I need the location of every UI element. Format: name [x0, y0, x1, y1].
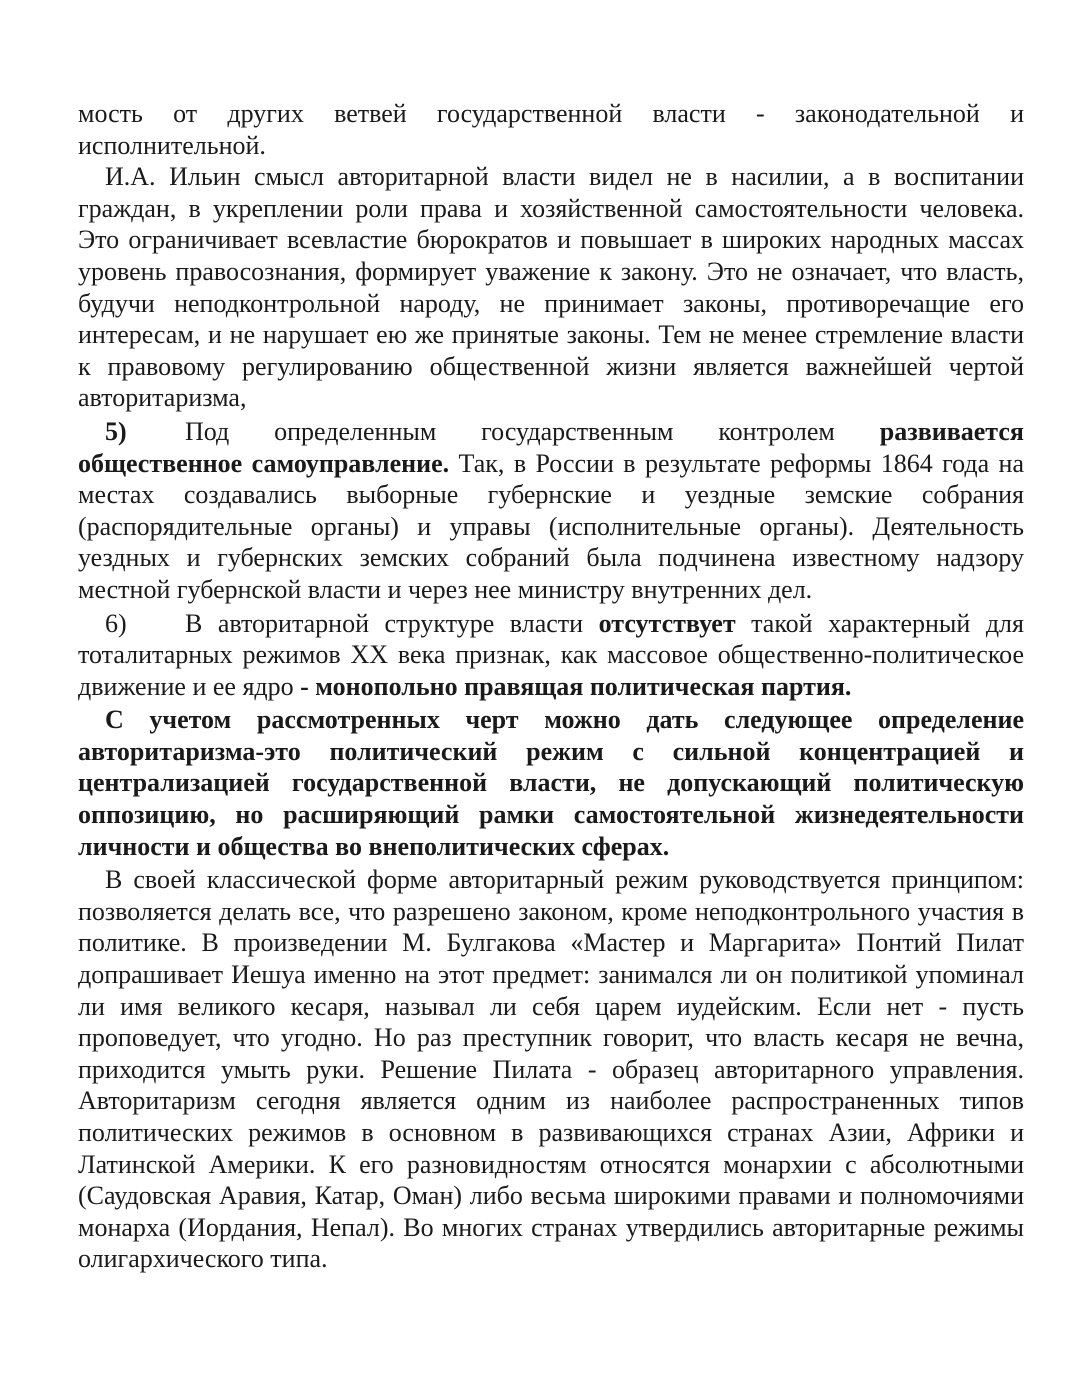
paragraph-point-5 [78, 416, 1024, 606]
point-number-5: 5) [105, 416, 127, 446]
point-6-bold-word: отсутствует [598, 608, 736, 638]
point-5-bold-text: развивается общественное самоуправление. [78, 416, 1024, 478]
point-6-text-middle: такой характерный для тоталитарных режимов XX века признак, как массовое общественно-политическое движение и ее ядро [78, 608, 1024, 701]
point-number-6: 6) [105, 608, 127, 638]
paragraph-definition: С учетом рассмотренных черт можно дать следующее определение авторитаризма-это политический режим с сильной концентрацией и централизацией государственной власти, не допускающий политическую оппозицию, но расширяющий рамки самостоятельной жизнедеятельности личности и общества во внеполитических сферах. [78, 705, 1024, 861]
point-6-bold-ending: - монопольно правящая политическая партия. [300, 671, 852, 701]
paragraph-point-6 [78, 608, 1024, 703]
document-page [78, 98, 1024, 1275]
paragraph-classic-form: В своей классической форме авторитарный режим руководствуется принципом: позволяется делать все, что разрешено законом, кроме неподконтрольного участия в политике. В произведении М. Булгакова «Мастер и Маргарита» Понтий Пилат допрашивает Иешуа именно на этот предмет: занимался ли он политикой упоминал ли имя великого кесаря, называл ли себя царем иудейским. Если нет - пусть проповедует, что угодно. Но раз преступник говорит, что власть кесаря не вечна, приходится умыть руки. Решение Пилата - образец авторитарного управления. Авторитаризм сегодня является одним из наиболее распространенных типов политических режимов в основном в развивающихся странах Азии, Африки и Латинской Америки. К его разновидностям относятся монархии с абсолютными (Саудовская Аравия, Катар, Оман) либо весьма широкими правами и полномочиями монарха (Иордания, Непал). Во многих странах утвердились авторитарные режимы олигархического типа. [78, 865, 1024, 1274]
paragraph-continuation: мость от других ветвей государственной власти - законодательной и исполнительной. [78, 99, 1024, 160]
point-5-text-after: Так, в России в результате реформы 1864 года на местах создавались выборные губернские и уездные земские собрания (распорядительные органы) и управы (исполнительные органы). Деятельность уездных и губернских земских собраний была подчинена известному надзору местной губернской власти и через нее министру внутренних дел. [78, 448, 1025, 604]
paragraph-ilyin: И.А. Ильин смысл авторитарной власти видел не в насилии, а в воспитании граждан, в укреплении роли права и хозяйственной самостоятельности человека. Это ограничивает всевластие бюрократов и повышает в широких народных массах уровень правосознания, формирует уважение к закону. Это не означает, что власть, будучи неподконтрольной народу, не принимает законы, противоречащие его интересам, и не нарушает ею же принятые законы. Тем не менее стремление власти к правовому регулированию общественной жизни является важнейшей чертой авторитаризма, [78, 162, 1024, 413]
point-5-text-before: Под определенным государственным контролем [185, 416, 880, 446]
point-6-text-before: В авторитарной структуре власти [185, 608, 599, 638]
